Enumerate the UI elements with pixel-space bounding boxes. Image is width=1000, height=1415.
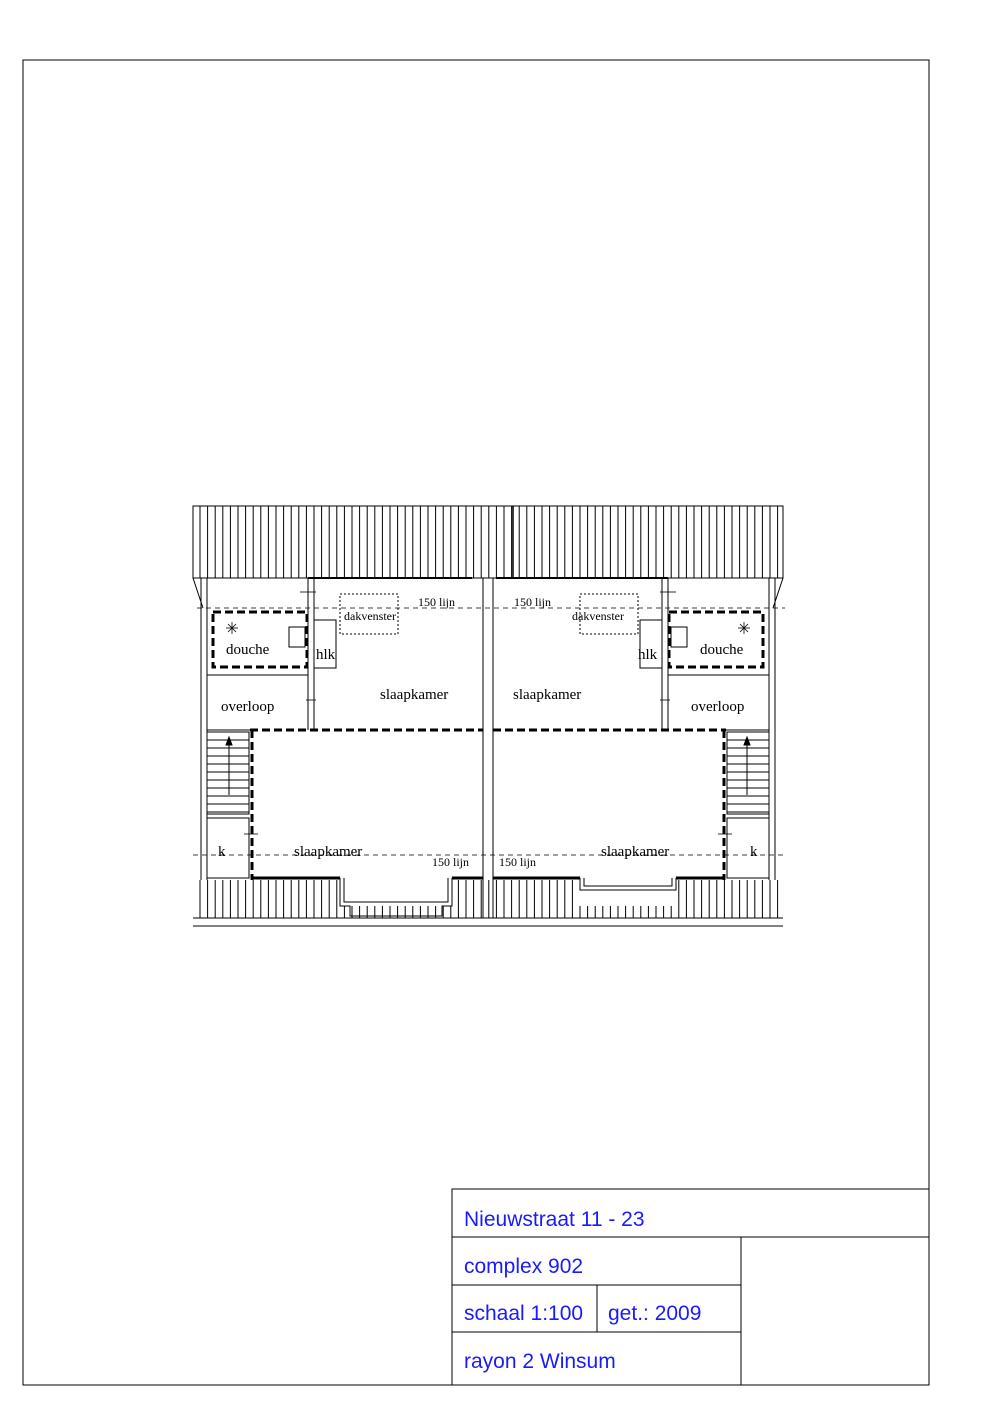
title-region: rayon 2 Winsum [464,1350,616,1373]
stairs-right [727,732,769,814]
label-hlk-right: hlk [638,647,658,663]
sheet-border [23,60,929,1385]
label-dakvenster-right: dakvenster [572,609,624,623]
label-150-lijn-bottom-left: 150 lijn [432,855,470,869]
label-k-right: k [750,844,758,860]
label-slaapkamer-top-right: slaapkamer [513,687,582,703]
label-slaapkamer-bottom-right: slaapkamer [601,844,670,860]
stairs-left [207,732,249,814]
roof-bottom [193,880,783,926]
label-overloop-right: overloop [691,699,745,715]
label-dakvenster-left: dakvenster [344,609,396,623]
title-scale: schaal 1:100 [464,1302,584,1325]
title-address: Nieuwstraat 11 - 23 [464,1208,645,1231]
roof-top [193,506,783,578]
title-complex: complex 902 [464,1255,584,1278]
label-slaapkamer-bottom-left: slaapkamer [294,844,363,860]
title-drawn: get.: 2009 [608,1302,702,1325]
label-150-lijn-top-left: 150 lijn [418,595,456,609]
label-douche-left: douche [226,642,270,658]
room-labels [218,595,758,869]
label-overloop-left: overloop [221,699,275,715]
label-douche-right: douche [700,642,744,658]
floor-plan [193,506,785,926]
label-150-lijn-bottom-right: 150 lijn [499,855,537,869]
label-slaapkamer-top-left: slaapkamer [380,687,449,703]
label-k-left: k [218,844,226,860]
label-hlk-left: hlk [316,647,336,663]
label-150-lijn-top-right: 150 lijn [514,595,552,609]
